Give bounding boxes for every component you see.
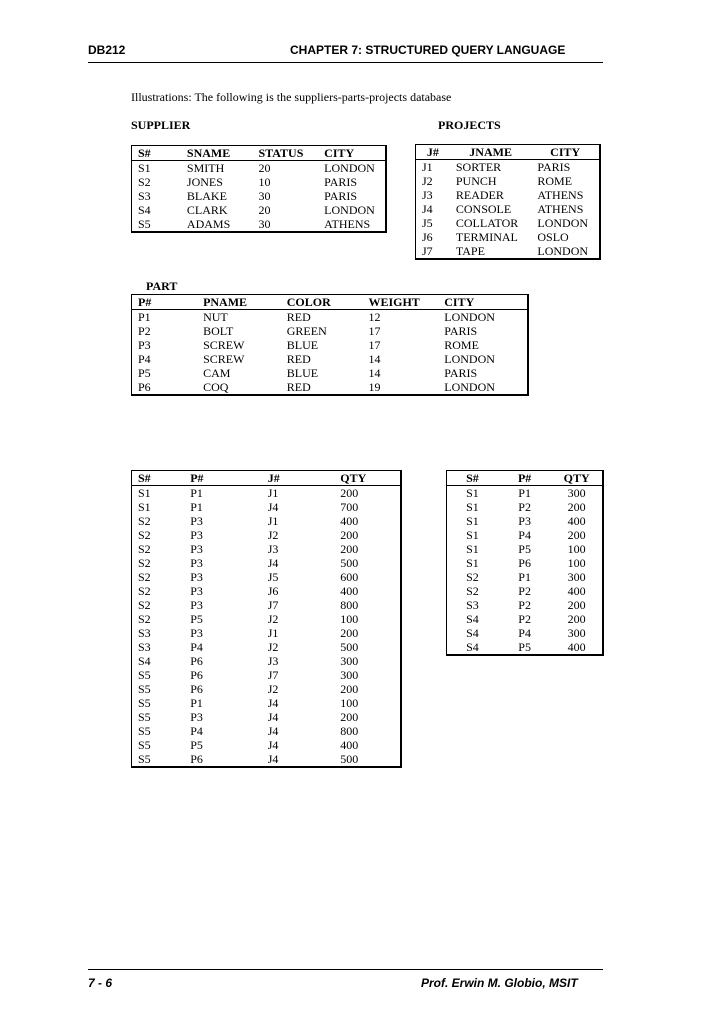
- spj-cell: S2: [138, 584, 151, 598]
- spj-cell: J4: [267, 724, 279, 738]
- part-cell: ROME: [444, 338, 479, 352]
- supplier-cell: 10: [258, 175, 271, 189]
- spj-row: [132, 724, 402, 738]
- spj-cell: 200: [340, 542, 359, 556]
- sp-cell: S2: [466, 570, 479, 584]
- spj-header-row: [132, 471, 402, 486]
- spj-column-header: S#: [132, 471, 185, 486]
- spj-cell: P1: [190, 500, 203, 514]
- sp-cell: P4: [518, 528, 531, 542]
- sp-cell: S1: [466, 528, 479, 542]
- spj-row: [132, 654, 402, 668]
- spj-cell: J1: [267, 514, 279, 528]
- spj-cell: J2: [267, 682, 279, 696]
- sp-cell: S4: [466, 640, 479, 654]
- spj-row: [132, 626, 402, 640]
- supplier-column-header: SNAME: [181, 146, 253, 161]
- projects-cell: LONDON: [537, 216, 589, 230]
- spj-cell: S2: [138, 598, 151, 612]
- projects-column-header: J#: [416, 145, 450, 160]
- part-row: [132, 310, 529, 325]
- spj-row: [132, 542, 402, 556]
- spj-cell: S3: [138, 640, 151, 654]
- spj-cell: J2: [267, 528, 279, 542]
- spj-cell: P4: [190, 724, 203, 738]
- projects-cell: LONDON: [537, 244, 589, 258]
- supplier-column-header: STATUS: [252, 146, 318, 161]
- sp-cell: 200: [567, 598, 586, 612]
- sp-cell: P2: [518, 500, 531, 514]
- spj-cell: P3: [190, 556, 203, 570]
- spj-cell: P6: [190, 654, 203, 668]
- part-cell: PARIS: [444, 324, 478, 338]
- part-cell: P5: [138, 366, 151, 380]
- spj-cell: 300: [340, 668, 359, 682]
- part-cell: BLUE: [286, 366, 319, 380]
- sp-cell: 300: [567, 486, 586, 500]
- part-row: [132, 324, 529, 338]
- sp-cell: 400: [567, 640, 586, 654]
- spj-row: [132, 710, 402, 724]
- spj-row: [132, 514, 402, 528]
- spj-cell: J2: [267, 640, 279, 654]
- supplier-row: [132, 189, 387, 203]
- part-cell: NUT: [203, 310, 228, 324]
- spj-row: [132, 528, 402, 542]
- part-cell: LONDON: [444, 310, 495, 324]
- header-rule: [88, 62, 603, 63]
- spj-cell: S1: [138, 486, 151, 500]
- part-cell: P6: [138, 380, 151, 394]
- projects-cell: J1: [422, 160, 433, 174]
- spj-cell: P3: [190, 528, 203, 542]
- part-column-header: PNAME: [197, 295, 281, 310]
- part-cell: 12: [368, 310, 381, 324]
- supplier-cell: LONDON: [324, 203, 375, 217]
- spj-cell: S2: [138, 570, 151, 584]
- projects-cell: J2: [422, 174, 433, 188]
- spj-cell: 200: [340, 626, 359, 640]
- sp-cell: 100: [567, 556, 586, 570]
- spj-cell: S5: [138, 724, 151, 738]
- projects-cell: J4: [422, 202, 433, 216]
- part-header-row: [132, 295, 529, 310]
- projects-row: [416, 244, 601, 259]
- projects-cell: PUNCH: [455, 174, 497, 188]
- spj-cell: S2: [138, 542, 151, 556]
- sp-row: [447, 514, 604, 528]
- sp-cell: 100: [567, 542, 586, 556]
- supplier-cell: S1: [138, 161, 151, 175]
- sp-cell: 300: [567, 570, 586, 584]
- sp-cell: P1: [518, 486, 531, 500]
- spj-cell: S3: [138, 626, 151, 640]
- supplier-row: [132, 203, 387, 217]
- projects-cell: TERMINAL: [455, 230, 518, 244]
- spj-cell: 200: [340, 486, 359, 500]
- sp-row: [447, 556, 604, 570]
- spj-cell: S5: [138, 682, 151, 696]
- spj-cell: P4: [190, 640, 203, 654]
- part-cell: BOLT: [203, 324, 234, 338]
- supplier-cell: PARIS: [324, 175, 358, 189]
- spj-cell: J5: [267, 570, 279, 584]
- sp-cell: S4: [466, 626, 479, 640]
- sp-row: [447, 570, 604, 584]
- part-column-header: WEIGHT: [362, 295, 438, 310]
- part-table: [131, 294, 529, 396]
- sp-row: [447, 612, 604, 626]
- part-column-header: CITY: [438, 295, 528, 310]
- spj-cell: S2: [138, 556, 151, 570]
- projects-row: [416, 174, 601, 188]
- spj-column-header: P#: [184, 471, 262, 486]
- sp-cell: P3: [518, 514, 531, 528]
- projects-table: [415, 144, 601, 260]
- supplier-column-header: CITY: [318, 146, 386, 161]
- projects-row: [416, 188, 601, 202]
- spj-cell: S2: [138, 612, 151, 626]
- footer-rule: [88, 969, 603, 970]
- spj-cell: J3: [267, 542, 279, 556]
- part-cell: COQ: [203, 380, 229, 394]
- supplier-row: [132, 161, 387, 176]
- part-row: [132, 380, 529, 395]
- sp-row: [447, 584, 604, 598]
- spj-row: [132, 486, 402, 501]
- spj-cell: P3: [190, 584, 203, 598]
- sp-header-row: [447, 471, 604, 486]
- footer-page-number: 7 - 6: [88, 976, 113, 990]
- projects-cell: ATHENS: [537, 202, 584, 216]
- part-cell: PARIS: [444, 366, 478, 380]
- projects-cell: J7: [422, 244, 433, 258]
- part-cell: 14: [368, 366, 381, 380]
- supplier-table: [131, 145, 387, 233]
- part-cell: 17: [368, 324, 381, 338]
- projects-cell: ATHENS: [537, 188, 584, 202]
- part-row: [132, 338, 529, 352]
- spj-cell: 800: [340, 598, 359, 612]
- sp-cell: S1: [466, 486, 479, 500]
- spj-cell: J4: [267, 696, 279, 710]
- supplier-cell: SMITH: [186, 161, 225, 175]
- spj-cell: S2: [138, 528, 151, 542]
- supplier-row: [132, 217, 387, 232]
- spj-cell: 200: [340, 710, 359, 724]
- sp-cell: 400: [567, 514, 586, 528]
- sp-cell: P1: [518, 570, 531, 584]
- supplier-cell: BLAKE: [186, 189, 227, 203]
- part-cell: 19: [368, 380, 381, 394]
- spj-cell: 400: [340, 514, 359, 528]
- spj-cell: J4: [267, 556, 279, 570]
- part-cell: RED: [286, 380, 311, 394]
- sp-cell: P5: [518, 640, 531, 654]
- supplier-cell: PARIS: [324, 189, 358, 203]
- spj-row: [132, 738, 402, 752]
- spj-cell: 400: [340, 584, 359, 598]
- supplier-cell: JONES: [186, 175, 223, 189]
- spj-cell: J1: [267, 626, 279, 640]
- spj-row: [132, 752, 402, 767]
- spj-cell: P5: [190, 612, 203, 626]
- part-cell: P3: [138, 338, 151, 352]
- spj-cell: S5: [138, 668, 151, 682]
- projects-cell: READER: [455, 188, 504, 202]
- sp-cell: S4: [466, 612, 479, 626]
- part-cell: 14: [368, 352, 381, 366]
- projects-column-header: JNAME: [450, 145, 532, 160]
- spj-row: [132, 696, 402, 710]
- supplier-cell: CLARK: [186, 203, 228, 217]
- spj-cell: J6: [267, 584, 279, 598]
- spj-cell: J4: [267, 500, 279, 514]
- projects-cell: CONSOLE: [455, 202, 512, 216]
- spj-column-header: J#: [262, 471, 335, 486]
- projects-row: [416, 230, 601, 244]
- spj-cell: 700: [340, 500, 359, 514]
- sp-row: [447, 500, 604, 514]
- sp-cell: 200: [567, 500, 586, 514]
- sp-row: [447, 626, 604, 640]
- supplier-cell: 30: [258, 189, 271, 203]
- sp-cell: S1: [466, 556, 479, 570]
- projects-cell: COLLATOR: [455, 216, 519, 230]
- spj-cell: P3: [190, 542, 203, 556]
- projects-cell: OSLO: [537, 230, 569, 244]
- projects-row: [416, 202, 601, 216]
- spj-row: [132, 668, 402, 682]
- spj-cell: P6: [190, 752, 203, 766]
- projects-row: [416, 216, 601, 230]
- part-cell: LONDON: [444, 352, 495, 366]
- spj-cell: 400: [340, 738, 359, 752]
- supplier-cell: 30: [258, 217, 271, 231]
- part-cell: RED: [286, 352, 311, 366]
- projects-column-header: CITY: [531, 145, 600, 160]
- part-cell: RED: [286, 310, 311, 324]
- spj-cell: 500: [340, 556, 359, 570]
- spj-cell: P6: [190, 668, 203, 682]
- spj-cell: P5: [190, 738, 203, 752]
- part-cell: 17: [368, 338, 381, 352]
- spj-table: [131, 470, 402, 768]
- spj-cell: 100: [340, 696, 359, 710]
- part-cell: SCREW: [203, 352, 245, 366]
- projects-cell: ROME: [537, 174, 573, 188]
- spj-cell: J3: [267, 654, 279, 668]
- supplier-cell: S4: [138, 203, 151, 217]
- spj-column-header: QTY: [334, 471, 401, 486]
- sp-cell: P2: [518, 612, 531, 626]
- projects-title: PROJECTS: [438, 118, 501, 132]
- part-cell: GREEN: [286, 324, 327, 338]
- spj-cell: P3: [190, 598, 203, 612]
- sp-cell: S3: [466, 598, 479, 612]
- spj-cell: J1: [267, 486, 279, 500]
- spj-cell: 200: [340, 682, 359, 696]
- projects-cell: PARIS: [537, 160, 571, 174]
- sp-cell: S1: [466, 514, 479, 528]
- spj-row: [132, 500, 402, 514]
- spj-row: [132, 556, 402, 570]
- part-column-header: P#: [132, 295, 198, 310]
- spj-cell: P3: [190, 570, 203, 584]
- part-cell: SCREW: [203, 338, 245, 352]
- spj-cell: S5: [138, 710, 151, 724]
- sp-cell: P4: [518, 626, 531, 640]
- spj-row: [132, 612, 402, 626]
- part-row: [132, 352, 529, 366]
- projects-cell: J5: [422, 216, 433, 230]
- supplier-cell: 20: [258, 203, 271, 217]
- part-cell: P4: [138, 352, 151, 366]
- spj-cell: 200: [340, 528, 359, 542]
- spj-cell: 100: [340, 612, 359, 626]
- spj-cell: J7: [267, 598, 279, 612]
- spj-cell: P3: [190, 626, 203, 640]
- projects-cell: SORTER: [455, 160, 502, 174]
- spj-cell: S2: [138, 514, 151, 528]
- sp-column-header: P#: [498, 471, 551, 486]
- spj-cell: 600: [340, 570, 359, 584]
- spj-cell: J4: [267, 738, 279, 752]
- spj-cell: P6: [190, 682, 203, 696]
- sp-cell: 200: [567, 612, 586, 626]
- spj-cell: P1: [190, 486, 203, 500]
- sp-cell: P2: [518, 584, 531, 598]
- sp-cell: S2: [466, 584, 479, 598]
- header-course-code: DB212: [88, 43, 126, 57]
- spj-cell: J2: [267, 612, 279, 626]
- spj-cell: P1: [190, 696, 203, 710]
- sp-row: [447, 486, 604, 501]
- part-cell: LONDON: [444, 380, 495, 394]
- spj-cell: S4: [138, 654, 151, 668]
- spj-cell: J4: [267, 710, 279, 724]
- supplier-cell: ATHENS: [324, 217, 371, 231]
- spj-row: [132, 570, 402, 584]
- spj-row: [132, 598, 402, 612]
- sp-row: [447, 542, 604, 556]
- sp-row: [447, 528, 604, 542]
- spj-cell: S5: [138, 752, 151, 766]
- supplier-row: [132, 175, 387, 189]
- sp-row: [447, 640, 604, 655]
- sp-row: [447, 598, 604, 612]
- spj-cell: J7: [267, 668, 279, 682]
- spj-cell: S5: [138, 696, 151, 710]
- spj-cell: 500: [340, 640, 359, 654]
- sp-cell: S1: [466, 500, 479, 514]
- supplier-title: SUPPLIER: [131, 118, 191, 132]
- part-cell: CAM: [203, 366, 231, 380]
- spj-row: [132, 682, 402, 696]
- sp-cell: P6: [518, 556, 531, 570]
- sp-table: [446, 470, 604, 656]
- supplier-cell: S2: [138, 175, 151, 189]
- projects-row: [416, 160, 601, 175]
- supplier-cell: 20: [258, 161, 271, 175]
- supplier-cell: S3: [138, 189, 151, 203]
- intro-caption: Illustrations: The following is the suppliers-parts-projects database: [131, 90, 452, 104]
- spj-cell: P3: [190, 710, 203, 724]
- part-row: [132, 366, 529, 380]
- sp-cell: 200: [567, 528, 586, 542]
- sp-cell: 400: [567, 584, 586, 598]
- sp-cell: S1: [466, 542, 479, 556]
- sp-cell: 300: [567, 626, 586, 640]
- spj-cell: J4: [267, 752, 279, 766]
- sp-column-header: QTY: [551, 471, 603, 486]
- projects-cell: J6: [422, 230, 433, 244]
- part-column-header: COLOR: [281, 295, 363, 310]
- sp-cell: P5: [518, 542, 531, 556]
- part-cell: BLUE: [286, 338, 319, 352]
- part-cell: P1: [138, 310, 151, 324]
- spj-cell: S5: [138, 738, 151, 752]
- part-cell: P2: [138, 324, 151, 338]
- supplier-column-header: S#: [132, 146, 181, 161]
- spj-cell: 300: [340, 654, 359, 668]
- projects-header-row: [416, 145, 601, 160]
- sp-column-header: S#: [447, 471, 498, 486]
- supplier-header-row: [132, 146, 387, 161]
- spj-row: [132, 584, 402, 598]
- spj-cell: S1: [138, 500, 151, 514]
- spj-row: [132, 640, 402, 654]
- supplier-cell: S5: [138, 217, 151, 231]
- projects-cell: J3: [422, 188, 433, 202]
- part-title: PART: [146, 279, 178, 293]
- supplier-cell: LONDON: [324, 161, 375, 175]
- spj-cell: P3: [190, 514, 203, 528]
- footer-author: Prof. Erwin M. Globio, MSIT: [421, 976, 578, 990]
- header-chapter-title: CHAPTER 7: STRUCTURED QUERY LANGUAGE: [290, 43, 566, 57]
- supplier-cell: ADAMS: [186, 217, 231, 231]
- spj-cell: 800: [340, 724, 359, 738]
- projects-cell: TAPE: [455, 244, 485, 258]
- spj-cell: 500: [340, 752, 359, 766]
- sp-cell: P2: [518, 598, 531, 612]
